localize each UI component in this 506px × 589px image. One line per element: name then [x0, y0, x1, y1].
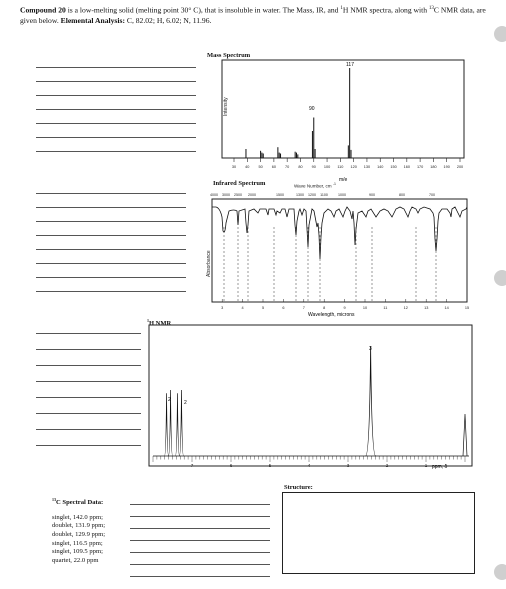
mass-peak-label-90: 90 — [309, 106, 315, 112]
ir-bottom-tick-label: 13 — [424, 306, 429, 310]
c13-data-block — [52, 496, 105, 565]
nmr-tick-label: 4 — [307, 463, 311, 468]
ir-top-tick-label: 1000 — [338, 193, 346, 197]
mass-spectrum-chart — [200, 58, 472, 184]
ir-bottom-tick-label: 11 — [383, 306, 388, 310]
c13-row: quartet, 22.0 ppm — [52, 556, 99, 564]
ir-bottom-tick-label: 6 — [282, 306, 285, 310]
ir-bottom-tick-label: 5 — [261, 306, 265, 310]
ir-dashed-guides — [224, 227, 436, 302]
ir-top-tick-label: 800 — [399, 193, 405, 197]
ir-bottom-tick-label: 3 — [221, 306, 224, 310]
ir-top-tick-label: 700 — [429, 193, 435, 197]
ir-bottom-tick-label: 8 — [323, 306, 326, 310]
mass-x-tick-labels — [232, 165, 463, 169]
nmr-peak-label-a: 2 — [168, 397, 171, 403]
mass-x-ticks — [234, 158, 460, 162]
ir-top-tick-label: 2500 — [234, 193, 242, 197]
c13-title-text: C Spectral Data: — [56, 499, 104, 507]
mass-x-tick-label: 200 — [456, 165, 464, 169]
ir-bottom-tick-label: 4 — [241, 306, 244, 310]
structure-title: Structure: — [284, 484, 313, 491]
ir-bottom-tick-labels — [221, 299, 469, 310]
ir-top-tick-label: 1100 — [320, 193, 328, 197]
ir-top-tick-label: 3000 — [222, 193, 230, 197]
nmr-title-sup: 1 — [147, 318, 149, 323]
ir-bottom-tick-label: 7 — [302, 306, 305, 310]
ir-top-tick-label: 1500 — [276, 193, 284, 197]
ir-top-tick-labels — [210, 193, 435, 197]
ir-top-tick-label: 4000 — [210, 193, 218, 197]
mass-x-tick-label: 130 — [363, 165, 371, 169]
nmr-peak-label-b: 2 — [184, 400, 187, 406]
c13-row: singlet, 109.5 ppm; — [52, 548, 103, 556]
binder-hole-middle — [494, 270, 506, 286]
nmr-peaks — [165, 346, 467, 456]
mass-x-tick-label: 50 — [258, 165, 263, 169]
mass-x-tick-label: 80 — [298, 165, 303, 169]
intro-text-3: C NMR data, are given below. — [20, 5, 486, 25]
intro-text-1: is a low-melting solid (melting point 30° C), that is insoluble in water. The Mass, IR, and — [65, 5, 341, 15]
nmr-peak — [175, 393, 179, 456]
c13-row: doublet, 131.9 ppm; — [52, 522, 106, 530]
intro-sup-1: 1 — [340, 6, 343, 11]
ir-spectrum-title: Infrared Spectrum — [213, 180, 266, 187]
nmr-tick-label: 7 — [190, 463, 194, 468]
mass-x-tick-label: 180 — [430, 165, 437, 169]
ir-trace — [212, 207, 467, 259]
intro-sup-2: 13 — [428, 6, 434, 11]
c13-row: singlet, 116.5 ppm; — [52, 539, 103, 547]
mass-x-tick-label: 140 — [377, 165, 384, 169]
mass-x-tick-label: 120 — [350, 165, 357, 169]
mass-peak-label-117: 117 — [346, 62, 354, 68]
ir-bottom-tick-label: 10 — [362, 306, 368, 310]
nmr-tms-peak — [463, 414, 467, 456]
nmr-peak — [179, 390, 183, 456]
ir-top-label-sup: -1 — [332, 182, 337, 186]
mass-x-tick-label: 40 — [245, 165, 250, 169]
compound-name: Compound 20 — [20, 5, 66, 15]
nmr-peak — [366, 346, 376, 456]
mass-x-tick-label: 150 — [390, 165, 397, 169]
mass-spectrum-title: Mass Spectrum — [207, 52, 251, 59]
nmr-peak-label-c: 3 — [369, 346, 372, 352]
c13-title — [52, 496, 105, 508]
mass-x-tick-label: 30 — [231, 165, 237, 169]
intro-text-2: H NMR spectra, along with — [342, 5, 429, 15]
elemental-analysis-values: C, 82.02; H, 6.02; N, 11.96. — [124, 15, 212, 25]
mass-ylabel: Intensity — [223, 97, 229, 116]
c13-title-sup: 13 — [52, 497, 56, 502]
ir-top-tick-label: 2000 — [248, 193, 256, 197]
ir-top-tick-label: 1200 — [308, 193, 316, 197]
elemental-analysis-label: Elemental Analysis: — [60, 15, 125, 25]
mass-x-tick-label: 100 — [323, 165, 331, 169]
mass-x-tick-label: 190 — [443, 165, 450, 169]
ir-top-tick-label: 900 — [369, 193, 375, 197]
ir-bottom-tick-label: 14 — [444, 306, 449, 310]
binder-hole-bottom — [494, 564, 506, 580]
nmr-minor-ticks — [153, 456, 469, 462]
intro-paragraph — [20, 4, 490, 26]
nmr-tick-label: 5 — [268, 463, 272, 468]
ir-xlabel: Wavelength, microns — [308, 312, 355, 318]
nmr-title-text: H NMR — [149, 320, 172, 328]
c13-row: doublet, 129.9 ppm; — [52, 530, 106, 538]
nmr-chart — [147, 322, 475, 472]
mass-x-tick-label: 170 — [416, 165, 424, 169]
ir-top-tick-label: 1300 — [296, 193, 304, 197]
ir-spectrum-chart — [196, 187, 474, 321]
c13-row: singlet, 142.0 ppm; — [52, 513, 103, 521]
nmr-tick-label: 3 — [346, 463, 350, 468]
ir-bottom-tick-label: 12 — [403, 306, 408, 310]
mass-peaks — [246, 68, 351, 158]
mass-x-tick-label: 60 — [271, 165, 276, 169]
nmr-tick-label: 6 — [229, 463, 233, 468]
ir-ylabel: Absorbance — [206, 250, 212, 277]
mass-x-tick-label: 70 — [285, 165, 290, 169]
nmr-unit: ppm, δ — [432, 464, 448, 470]
nmr-tick-label: 1 — [424, 463, 428, 468]
mass-x-tick-label: 110 — [337, 165, 344, 169]
structure-answer-box[interactable] — [282, 492, 475, 574]
ir-bottom-tick-label: 15 — [464, 306, 470, 310]
mass-xlabel: m/e — [339, 177, 348, 183]
ir-bottom-tick-label: 9 — [343, 306, 346, 310]
mass-x-tick-label: 160 — [403, 165, 410, 169]
binder-hole-top — [494, 26, 506, 42]
ir-top-label-text: Wave Number, cm — [294, 183, 332, 189]
nmr-tick-label: 2 — [385, 463, 389, 468]
mass-x-tick-label: 90 — [311, 165, 316, 169]
